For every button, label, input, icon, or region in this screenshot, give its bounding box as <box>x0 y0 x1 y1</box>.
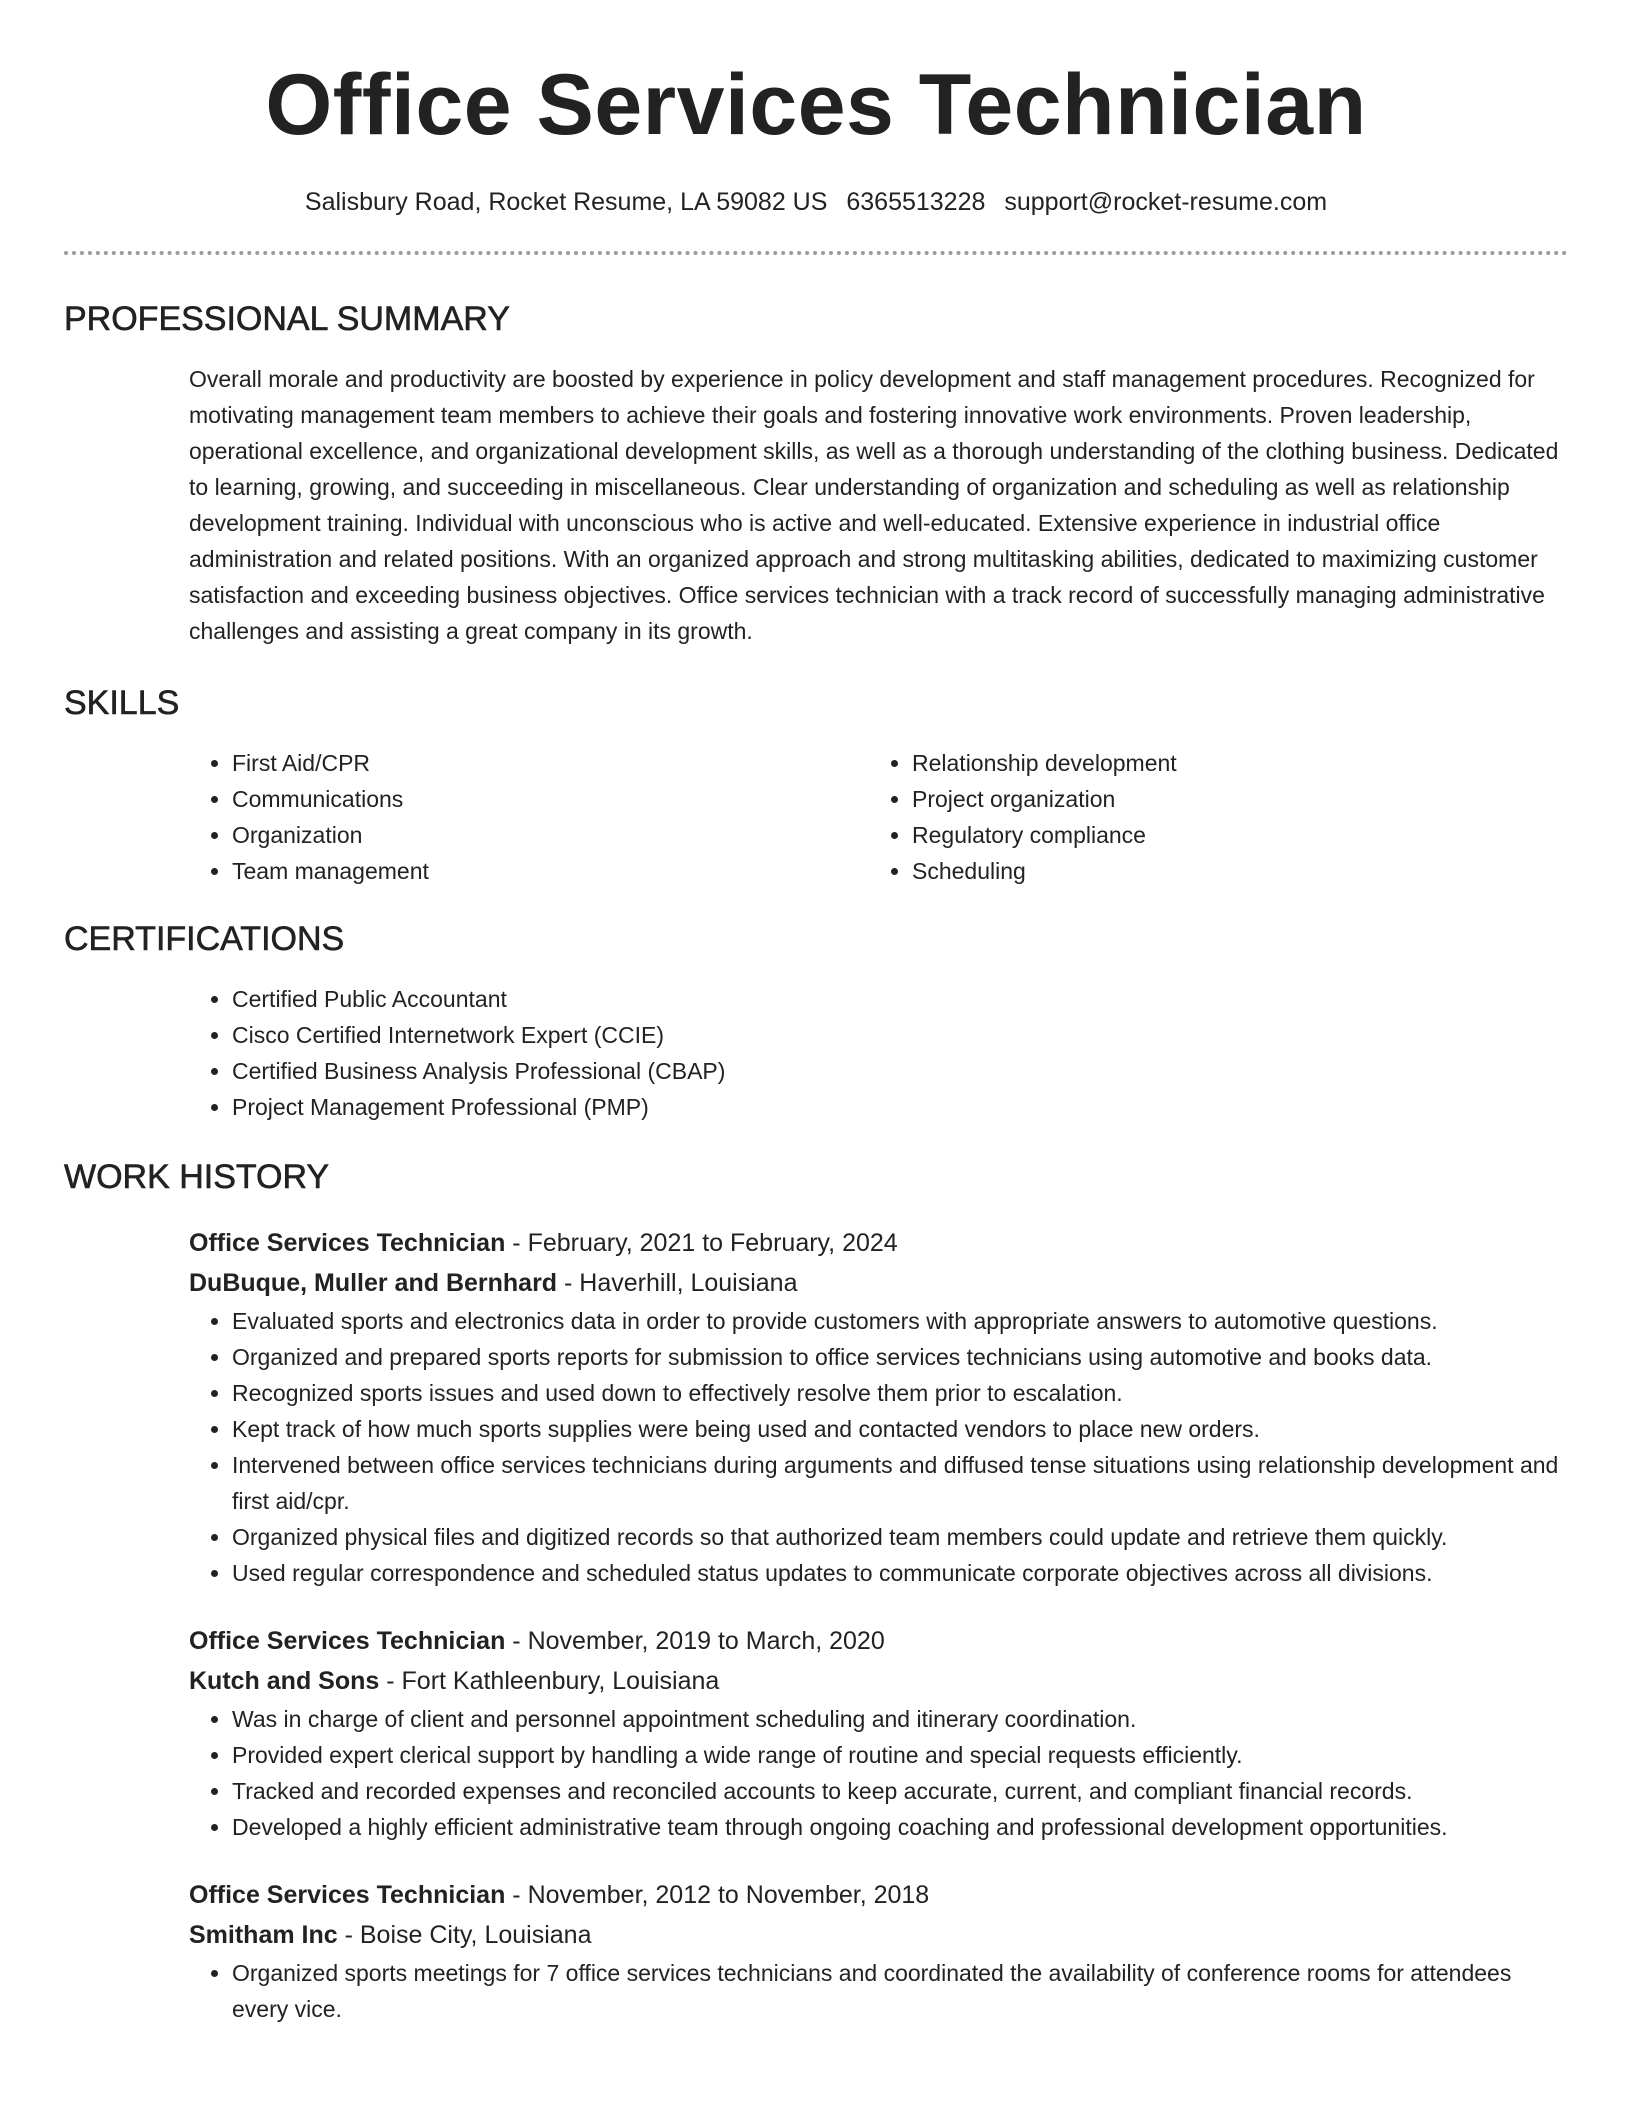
skill-item: • Regulatory compliance <box>912 817 1549 853</box>
header-divider <box>64 251 1568 255</box>
job-duty-item: • Kept track of how much sports supplies were being used and contacted vendors to place new orders. <box>232 1411 1568 1447</box>
job-entry <box>189 1621 1568 1845</box>
phone-text: 6365513228 <box>846 188 986 216</box>
job-duties-list <box>189 1701 1568 1845</box>
skills-heading: SKILLS <box>64 684 180 722</box>
job-title: Office Services Technician <box>189 1881 506 1909</box>
work-history-heading: WORK HISTORY <box>64 1158 330 1196</box>
job-dates: - February, 2021 to February, 2024 <box>505 1229 898 1257</box>
job-duty-item: • Intervened between office services technicians during arguments and diffused tense situations using relationship development and first aid/cpr. <box>232 1447 1568 1519</box>
resume-title: Office Services Technician <box>265 57 1367 153</box>
job-title: Office Services Technician <box>189 1627 506 1655</box>
skills-grid <box>189 745 1568 889</box>
skill-item: • Communications <box>232 781 869 817</box>
job-company: Kutch and Sons <box>189 1667 380 1695</box>
certification-item: • Project Management Professional (PMP) <box>232 1089 1568 1125</box>
job-duty-item: • Organized sports meetings for 7 office services technicians and coordinated the availability of conference rooms for attendees every vice. <box>232 1955 1568 2027</box>
skills-section <box>64 683 1568 889</box>
certification-item: • Certified Public Accountant <box>232 981 1568 1017</box>
skills-list-left <box>189 745 869 889</box>
job-title-line <box>189 1875 1568 1915</box>
summary-text: Overall morale and productivity are boosted by experience in policy development and staff management procedures. Recognized for motivating management team members to achieve their goals and fostering innovative work environments. Proven leadership, operational excellence, and organizational development skills, as well as a thorough understanding of the clothing business. Dedicated to learning, growing, and succeeding in miscellaneous. Clear understanding of organization and scheduling as well as relationship development training. Individual with unconscious who is active and well-educated. Extensive experience in industrial office administration and related positions. With an organized approach and strong multitasking abilities, dedicated to maximizing customer satisfaction and exceeding business objectives. Office services technician with a track record of successfully managing administrative challenges and assisting a great company in its growth. <box>189 366 1559 644</box>
job-duty-item: • Organized physical files and digitized records so that authorized team members could update and retrieve them quickly. <box>232 1519 1568 1555</box>
job-title-line <box>189 1223 1568 1263</box>
job-duty-item: • Provided expert clerical support by handling a wide range of routine and special requests efficiently. <box>232 1737 1568 1773</box>
skill-item: • Relationship development <box>912 745 1549 781</box>
skills-column-right <box>869 745 1549 889</box>
certification-item: • Certified Business Analysis Professional (CBAP) <box>232 1053 1568 1089</box>
job-company: DuBuque, Muller and Bernhard <box>189 1269 558 1297</box>
job-duty-item: • Developed a highly efficient administrative team through ongoing coaching and professional development opportunities. <box>232 1809 1568 1845</box>
job-location: - Fort Kathleenbury, Louisiana <box>379 1667 720 1695</box>
job-duty-item: • Tracked and recorded expenses and reconciled accounts to keep accurate, current, and compliant financial records. <box>232 1773 1568 1809</box>
job-company: Smitham Inc <box>189 1921 338 1949</box>
certifications-heading: CERTIFICATIONS <box>64 920 345 958</box>
certifications-list-wrap <box>189 981 1568 1125</box>
certification-item: • Cisco Certified Internetwork Expert (CCIE) <box>232 1017 1568 1053</box>
job-dates: - November, 2012 to November, 2018 <box>505 1881 930 1909</box>
job-dates: - November, 2019 to March, 2020 <box>505 1627 885 1655</box>
skill-item: • Team management <box>232 853 869 889</box>
job-company-line <box>189 1661 1568 1701</box>
job-entry <box>189 1875 1568 2027</box>
skills-list-right <box>869 745 1549 889</box>
job-duty-item: • Was in charge of client and personnel appointment scheduling and itinerary coordination. <box>232 1701 1568 1737</box>
skill-item: • Organization <box>232 817 869 853</box>
job-title: Office Services Technician <box>189 1229 506 1257</box>
skill-item: • Project organization <box>912 781 1549 817</box>
job-location: - Haverhill, Louisiana <box>557 1269 798 1297</box>
certifications-list <box>189 981 1568 1125</box>
skills-column-left <box>189 745 869 889</box>
job-company-line <box>189 1263 1568 1303</box>
certifications-section <box>64 919 1568 1125</box>
job-duties-list <box>189 1303 1568 1591</box>
job-entry <box>189 1223 1568 1591</box>
summary-section <box>64 299 1568 649</box>
job-duties-list <box>189 1955 1568 2027</box>
skill-item: • Scheduling <box>912 853 1549 889</box>
summary-heading: PROFESSIONAL SUMMARY <box>64 300 510 338</box>
job-duty-item: • Recognized sports issues and used down to effectively resolve them prior to escalation. <box>232 1375 1568 1411</box>
contact-line <box>64 187 1568 217</box>
job-title-line <box>189 1621 1568 1661</box>
job-duty-item: • Used regular correspondence and scheduled status updates to communicate corporate objectives across all divisions. <box>232 1555 1568 1591</box>
job-duty-item: • Organized and prepared sports reports for submission to office services technicians using automotive and books data. <box>232 1339 1568 1375</box>
address-text: Salisbury Road, Rocket Resume, LA 59082 US <box>304 188 828 216</box>
skill-item: • First Aid/CPR <box>232 745 869 781</box>
work-history-section <box>64 1157 1568 2027</box>
job-duty-item: • Evaluated sports and electronics data in order to provide customers with appropriate answers to automotive questions. <box>232 1303 1568 1339</box>
email-text: support@rocket-resume.com <box>1004 188 1328 216</box>
job-location: - Boise City, Louisiana <box>337 1921 592 1949</box>
job-company-line <box>189 1915 1568 1955</box>
